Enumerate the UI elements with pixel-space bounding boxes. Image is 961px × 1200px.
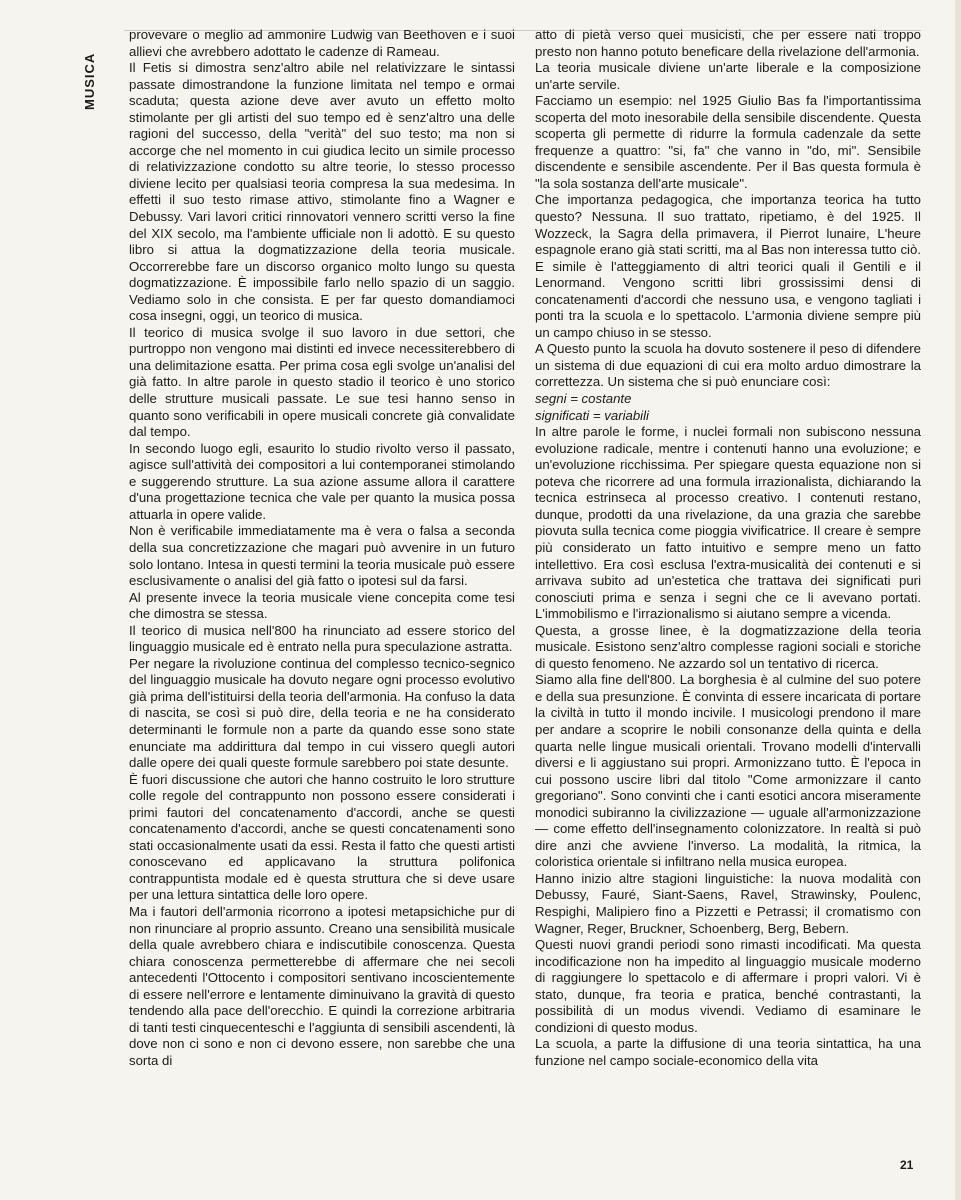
right-column	[535, 27, 921, 1069]
paragraph: Non è verificabile immediatamente ma è vera o falsa a seconda della sua concretizzazione che magari può avvenire in un futuro solo lontano. Intesa in questi termini la teoria musicale può essere esclusivamente o analisi del già fatto o ipotesi sul da farsi.	[129, 523, 515, 589]
paragraph: atto di pietà verso quei musicisti, che per essere nati troppo presto non hanno potuto beneficare della rivelazione dell'armonia.	[535, 27, 921, 59]
paragraph: Facciamo un esempio: nel 1925 Giulio Bas fa l'importantissima scoperta del moto inesorabile della sensibile discendente. Questa scoperta gli permette di ridurre la formula cadenzale da sette frequenze a quattro: "si, fa" che vanno in "do, mi". Sensibile discendente e sensibile ascendente. Per il Bas questa formula è "la sola sostanza dell'arte musicale".	[535, 93, 921, 191]
paragraph: Il teorico di musica svolge il suo lavoro in due settori, che purtroppo non vengono mai distinti ed invece necessiterebbero di una delimitazione esatta. Per prima cosa egli svolge un'analisi del già fatto. In altre parole in questo stadio il teorico è uno storico delle strutture musicali passate. Le sue tesi hanno senso in quanto sono verificabili in opere musicali concrete già convalidate dal tempo.	[129, 324, 515, 440]
paragraph: Al presente invece la teoria musicale viene concepita come tesi che dimostra se stessa.	[129, 589, 515, 622]
formula-segni: segni = costante	[535, 391, 632, 407]
paragraph: La teoria musicale diviene un'arte liberale e la composizione un'arte servile.	[535, 60, 921, 92]
formula-significati: significati = variabili	[535, 407, 649, 423]
page-number: 21	[900, 1158, 914, 1172]
paragraph: Questi nuovi grandi periodi sono rimasti incodificati. Ma questa incodificazione non ha impedito al linguaggio musicale moderno di raggiungere lo spettacolo e di affermare i propri valori. Vi è stato, dunque, fra teoria e pratica, benché contrastanti, la possibilità di un modus vivendi. Vediamo di esaminare le condizioni di questo modus.	[535, 937, 921, 1035]
paragraph: provevare o meglio ad ammonire Ludwig van Beethoven e i suoi allievi che avrebbero adottato le cadenze di Rameau.	[129, 27, 515, 59]
paragraph: Il Fetis si dimostra senz'altro abile nel relativizzare le sintassi passate dimostrandone la funzione limitata nel tempo e ormai scaduta; questa azione deve aver avuto un effetto molto stimolante per gli artisti del suo tempo ed è senz'altro una delle ragioni del successo, della "verità" del suo testo; ma non si accorge che nel momento in cui giudica lecito un simile processo di relativizzazione condotto su altre teorie, lo stesso processo diviene lecito per qualsiasi teoria compresa la sua medesima. In effetti il suo testo rimase attivo, stimolante fino a Wagner e Debussy. Vari lavori critici rinnovatori vennero scritti verso la fine del XIX secolo, ma l'ambiente ufficiale non li adottò. E su questo libro si attua la dogmatizzazione della teoria musicale. Occorrerebbe fare un discorso organico molto lungo su questa dogmatizzazione. È impossibile farlo nello spazio di un saggio. Vediamo solo in che consista. E per far questo domandiamoci cosa insegni, oggi, un teorico di musica.	[129, 60, 515, 324]
paragraph: A Questo punto la scuola ha dovuto sostenere il peso di difendere un sistema di due equazioni di cui era molto arduo dimostrare la correttezza. Un sistema che si può enunciare così:	[535, 341, 921, 390]
paragraph: Siamo alla fine dell'800. La borghesia è al culmine del suo potere e della sua presunzione. È convinta di essere incaricata di portare la civiltà in tutto il mondo incivile. I musicologi prendono il mare per andare a scoprire le nobili consonanze della quinta e della quarta nelle lingue musicali orientali. Trovano modelli d'intervalli diversi e li aggiustano sui propri. Armonizzano tutto. È l'epoca in cui possono uscire libri dal titolo "Come armonizzare il canto gregoriano". Sono convinti che i canti esotici ancora miseramente monodici subiranno la civilizzazione — uguale all'armonizzazione — come effetto dell'insegnamento colonizzatore. In realtà si può dire anzi che avviene l'inverso. La modalità, la ritmica, la coloristica orientale si infiltrano nella musica europea.	[535, 672, 921, 870]
paragraph: La scuola, a parte la diffusione di una teoria sintattica, ha una funzione nel campo sociale-economico della vita	[535, 1036, 921, 1068]
left-column	[129, 27, 515, 1069]
paragraph: Hanno inizio altre stagioni linguistiche: la nuova modalità con Debussy, Fauré, Siant-Saens, Ravel, Strawinsky, Poulenc, Respighi, Malipiero fino a Pizzetti e Petrassi; il cromatismo con Wagner, Reger, Bruckner, Schoenberg, Berg, Bebern.	[535, 870, 921, 936]
section-label: MUSICA	[82, 52, 97, 110]
paragraph: In secondo luogo egli, esaurito lo studio rivolto verso il passato, agisce sull'attività dei compositori a lui contemporanei stimolando e suggerendo strutture. La sua azione assume allora il carattere d'una progettazione tecnica che vale per quanto la musica possa attuarla in opere valide.	[129, 440, 515, 522]
paragraph: È fuori discussione che autori che hanno costruito le loro strutture colle regole del contrappunto non possono essere considerati i primi fautori del concatenamento d'accordi, anche se questi concatenamento d'accordi, anche se questi concatenamenti sono stati occasionalmente usati da essi. Resta il fatto che questi artisti conoscevano ed applicavano la struttura polifonica contrappuntista modale ed è questa struttura che si deve usare per una lettura sintattica delle loro opere.	[129, 771, 515, 903]
paragraph: Ma i fautori dell'armonia ricorrono a ipotesi metapsichiche pur di non rinunciare al proprio assunto. Creano una sensibilità musicale della quale avrebbero chiara e indiscutibile conoscenza. Questa chiara conoscenza permetterebbe di affermare che nei secoli antecedenti l'Ottocento i compositori sentivano incoscientemente di essere nell'errore e lentamente diminuivano la gravità di questo tendendo alla pace dell'orecchio. E quindi la correzione arbitraria di tanti testi cinquecenteschi e l'aggiunta di sensibili ascendenti, là dove non ci sono e non ci devono essere, non sarebbe che una sorta di	[129, 903, 515, 1068]
paragraph: Il teorico di musica nell'800 ha rinunciato ad essere storico del linguaggio musicale ed è entrato nella pura speculazione astratta.	[129, 622, 515, 655]
paragraph: Questa, a grosse linee, è la dogmatizzazione della teoria musicale. Esistono senz'altro complesse ragioni sociali e storiche di questo fenomeno. Ne azzardo sol un tentativo di ricerca.	[535, 622, 921, 671]
paragraph: Per negare la rivoluzione continua del complesso tecnico-segnico del linguaggio musicale ha dovuto negare ogni processo evolutivo già prima dell'istituirsi della teoria dell'armonia. Ha confuso la data di nascita, se così si può dire, della teoria e ne ha considerato determinanti le formule non a parte da quando esse sono state enunciate ma addirittura dal tempo in cui vissero quegli autori dalle opere dei quali queste formule sarebbero poi state desunte.	[129, 655, 515, 771]
paragraph: Che importanza pedagogica, che importanza teorica ha tutto questo? Nessuna. Il suo trattato, ripetiamo, è del 1925. Il Wozzeck, la Sagra della primavera, il Pierrot lunaire, L'heure espagnole erano già stati scritti, ma al Bas non interessa tutto ciò. E simile è l'atteggiamento di altri teorici quali il Gentili e il Lenormand. Vengono scritti libri grossissimi densi di concatenamenti d'accordi che nessuno usa, e vengono tagliati i ponti tra la scuola e lo spettacolo. L'armonia diviene sempre più un campo chiuso in se stesso.	[535, 192, 921, 340]
paragraph: In altre parole le forme, i nuclei formali non subiscono nessuna evoluzione radicale, mentre i contenuti hanno una evoluzione; e un'evoluzione ricchissima. Per spiegare questa equazione non si poteva che ricorrere ad una formula irrazionalista, dichiarando la tecnica estrinseca al processo creativo. I contenuti restano, dunque, prodotti da una rivelazione, da una grazia che sarebbe piovuta sulla tecnica come pioggia vivificatrice. Il creare è sempre più considerato un fatto intuitivo e sempre meno un fatto intellettivo. Era così esclusa l'extra-musicalità dei contenuti e si arrivava subito ad un'estetica che trattava dei significati puri conosciuti prima e senza i segni che ce li avevano portati. L'immobilismo e l'irrazionalismo si aiutano sempre a vicenda.	[535, 424, 921, 622]
